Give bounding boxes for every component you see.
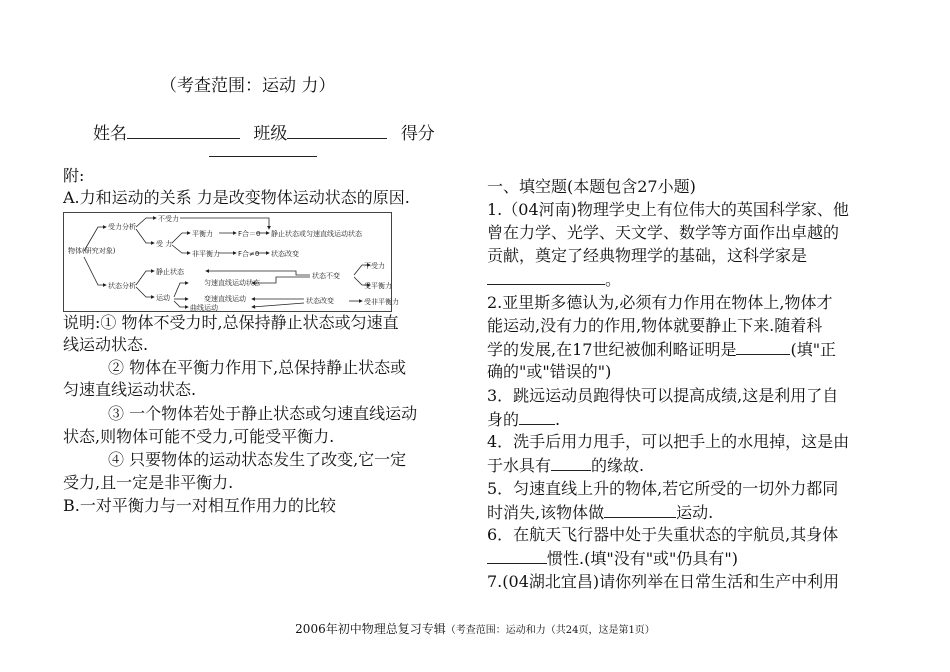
- force-motion-flowchart: [64, 213, 399, 312]
- diagram-motion: 运动: [156, 294, 170, 302]
- note-1b: 线运动状态.: [63, 335, 149, 354]
- scope-title: （考查范围：运动 力）: [160, 76, 336, 96]
- note-4b: 受力,且一定是非平衡力.: [63, 473, 234, 492]
- q2-text-post: (填"正: [790, 340, 837, 359]
- name-label: 姓名: [93, 124, 127, 144]
- section-b-heading: B.一对平衡力与一对相互作用力的比较: [63, 496, 336, 515]
- q4-text-pre: 于水具有: [487, 456, 552, 475]
- q4-line-b: [487, 455, 644, 476]
- diagram-no-force-2: 不受力: [364, 262, 385, 270]
- q1-end: 。: [605, 270, 622, 289]
- diagram-no-force: 不受力: [158, 215, 179, 223]
- note-4a: ④ 只要物体的运动状态发生了改变,它一定: [108, 450, 407, 469]
- diagram-unbalanced-2: 受非平衡力: [364, 298, 399, 306]
- q7-line-a: 7.(04湖北宜昌)请你列举在日常生活和生产中利用: [487, 572, 840, 591]
- q4-line-a: 4．洗手后用力甩手，可以把手上的水甩掉，这是由: [487, 432, 850, 451]
- score-field[interactable]: [209, 141, 317, 157]
- diagram-curvilinear: 曲线运动: [190, 304, 218, 312]
- diagram-balanced: 平衡力: [192, 230, 213, 238]
- q6-blank[interactable]: [487, 548, 547, 564]
- diagram-uniform-linear: 匀速直线运动状态: [204, 279, 260, 287]
- q2-text-pre: 学的发展,在17世纪被伽利略证明是: [487, 340, 737, 359]
- class-field[interactable]: [287, 123, 387, 139]
- diagram-state-unchanged: 状态不变: [312, 272, 340, 280]
- note-2b: 匀速直线运动状态.: [63, 380, 197, 399]
- q3-blank[interactable]: [519, 409, 555, 425]
- q5-line-a: 5．匀速直线上升的物体,若它所受的一切外力都同: [487, 479, 839, 498]
- footer-sub: （考查范围：运动和力（共24页，这是第1页）: [445, 625, 655, 636]
- q6-line-a: 6．在航天飞行器中处于失重状态的宇航员,其身体: [487, 525, 839, 544]
- q5-text-pre: 时消失,该物体做: [487, 503, 605, 522]
- q3-text-post: .: [555, 410, 561, 429]
- q2-line-c: [487, 339, 836, 360]
- q5-blank[interactable]: [604, 502, 676, 518]
- q5-text-post: 运动.: [676, 503, 714, 522]
- q2-blank[interactable]: [736, 339, 790, 355]
- diagram-balanced-2: 受平衡力: [364, 282, 392, 290]
- q3-line-a: 3．跳远运动员跑得快可以提高成绩,这是利用了自: [487, 386, 839, 405]
- footer-main: 2006年初中物理总复习专辑: [295, 622, 446, 636]
- q4-blank[interactable]: [551, 455, 591, 471]
- diagram-has-force: 受 力: [156, 240, 173, 248]
- diagram-stays-static: 静止状态或匀速直线运动状态: [271, 230, 362, 238]
- q2-line-b: 能运动,没有力的作用,物体就要静止下来.随着科: [487, 316, 823, 335]
- q2-line-d: 确的"或"错误的"): [487, 362, 612, 381]
- q1-line-a: 1.（04河南)物理学史上有位伟大的英国科学家、他: [487, 200, 849, 219]
- class-label: 班级: [253, 124, 288, 144]
- notes-line-1: [63, 313, 399, 333]
- diagram-static: 静止状态: [156, 268, 184, 276]
- page-footer: [0, 620, 950, 637]
- diagram-root: 物体(研究对象): [68, 247, 116, 255]
- note-3a: ③ 一个物体若处于静止状态或匀速直线运动: [108, 404, 418, 423]
- q1-answer-line: [487, 269, 621, 290]
- note-2a: ② 物体在平衡力作用下,总保持静止状态或: [108, 358, 407, 377]
- diagram-f-zero: F合＝0: [238, 230, 261, 238]
- appendix-label: 附:: [63, 166, 85, 185]
- q1-blank[interactable]: [487, 269, 605, 285]
- note-1a: ① 物体不受力时,总保持静止状态或匀速直: [100, 313, 399, 332]
- q3-text-pre: 身的: [487, 410, 520, 429]
- q3-line-b: [487, 409, 560, 430]
- diagram-unbalanced: 非平衡力: [192, 250, 220, 258]
- q1-line-b: 曾在力学、光学、天文学、数学等方面作出卓越的: [487, 223, 840, 242]
- diagram-variable-motion: 变速直线运动: [204, 295, 246, 303]
- q6-text-post: 惯性.(填"没有"或"仍具有"): [547, 549, 739, 568]
- note-3b: 状态,则物体可能不受力,可能受平衡力.: [63, 427, 335, 446]
- diagram-state-analysis: 状态分析: [108, 282, 136, 290]
- notes-label: 说明:: [63, 313, 101, 332]
- score-label: 得分: [400, 124, 435, 144]
- q1-line-c: 贡献，奠定了经典物理学的基础，这科学家是: [487, 246, 808, 265]
- force-motion-diagram: [63, 212, 399, 312]
- diagram-state-changes: 状态改变: [271, 250, 299, 258]
- q6-line-b: [487, 548, 738, 569]
- name-field[interactable]: [127, 123, 240, 139]
- diagram-state-changed: 状态改变: [306, 297, 334, 305]
- q4-text-post: 的缘故.: [591, 456, 645, 475]
- section-a-heading: A.力和运动的关系 力是改变物体运动状态的原因.: [63, 188, 410, 207]
- q5-line-b: [487, 502, 713, 523]
- q2-line-a: 2.亚里斯多德认为,必须有力作用在物体上,物体才: [487, 293, 833, 312]
- diagram-f-nonzero: F合≠0: [238, 250, 260, 258]
- fill-blank-section-title: 一、填空题(本题包含27小题): [487, 177, 696, 196]
- diagram-force-analysis: 受力分析: [108, 223, 136, 231]
